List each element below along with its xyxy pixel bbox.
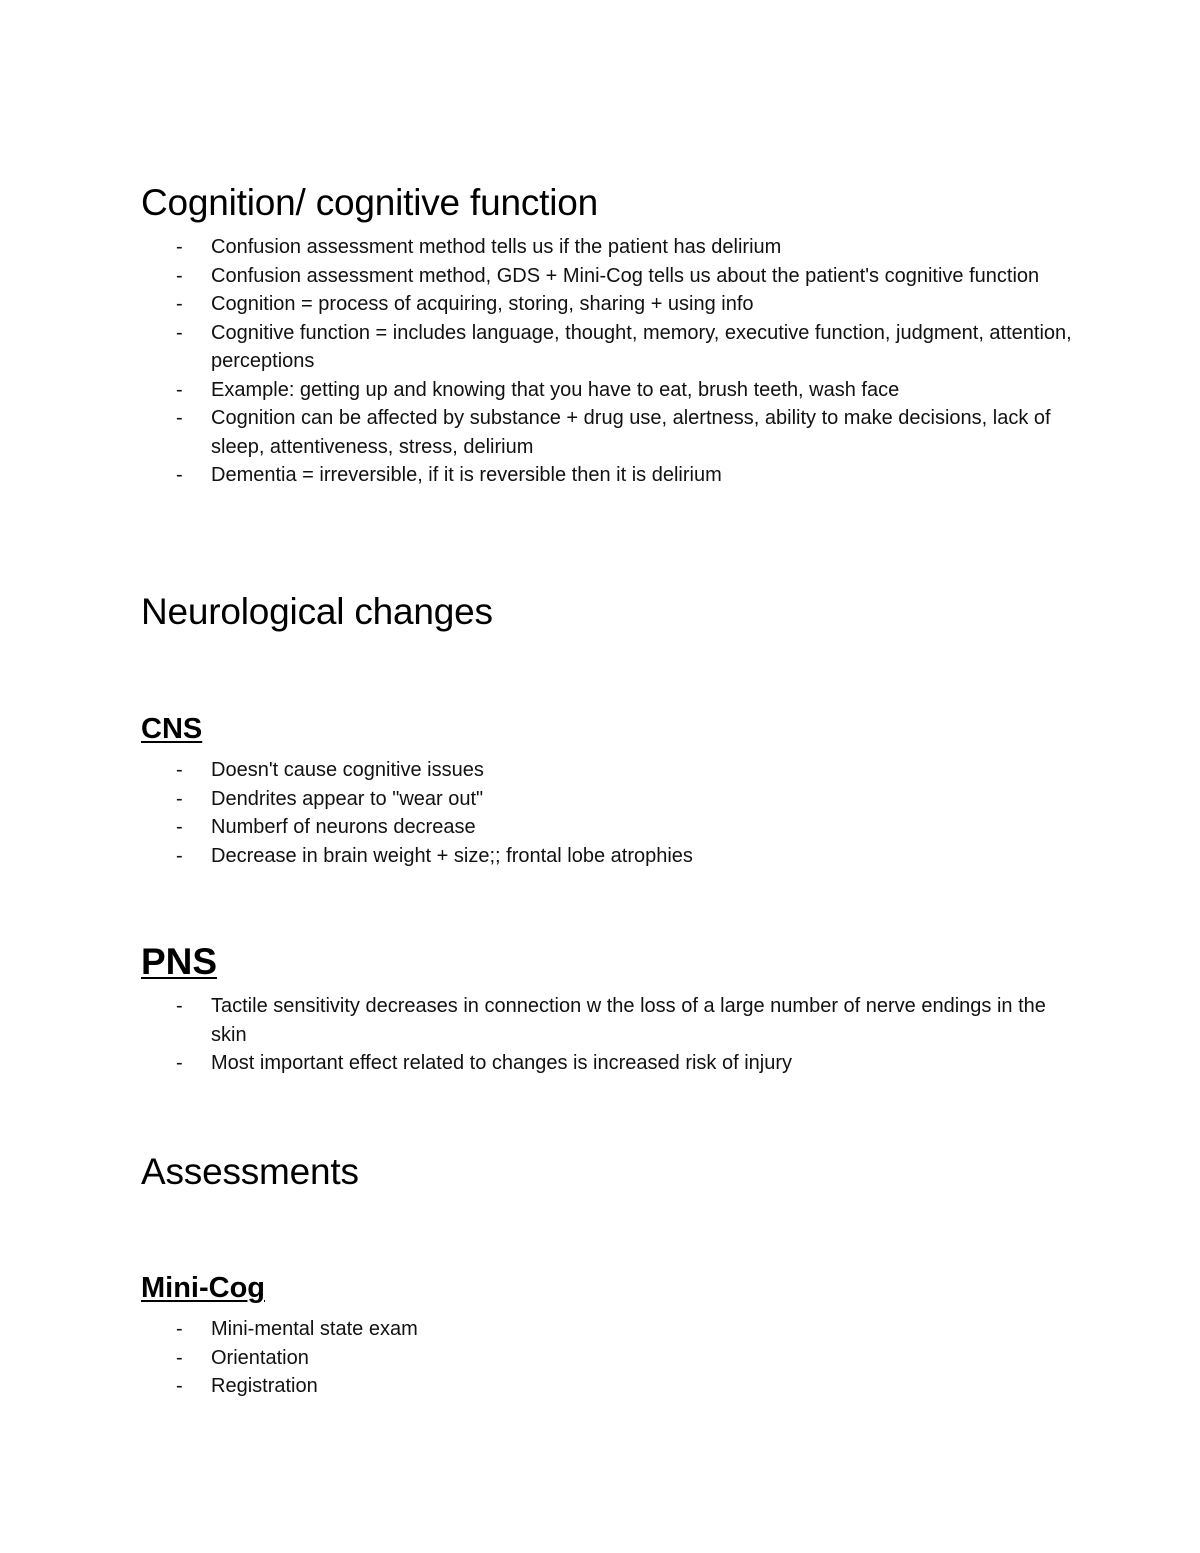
heading-cognition: Cognition/ cognitive function xyxy=(141,182,598,223)
list-item-text: Numberf of neurons decrease xyxy=(211,816,476,838)
list-item-text: Orientation xyxy=(211,1346,309,1369)
list-item xyxy=(141,1049,1081,1078)
section-neurological xyxy=(141,590,1081,634)
section-cognition xyxy=(141,181,1081,490)
list-item xyxy=(141,1315,1081,1344)
list-item-text: Example: getting up and knowing that you have to eat, brush teeth, wash face xyxy=(211,378,900,401)
bullet-dash: - xyxy=(176,816,183,838)
bullet-dash: - xyxy=(176,995,183,1017)
heading-minicog: Mini-Cog xyxy=(141,1272,266,1304)
list-item-text: Confusion assessment method tells us if the patient has delirium xyxy=(211,236,782,258)
section-pns xyxy=(141,940,1081,1078)
list-item-text: Cognitive function = includes language, thought, memory, executive function, judgment, attention, perceptions xyxy=(211,321,1072,372)
list-item xyxy=(141,233,1081,262)
list-item-text: Cognition = process of acquiring, storing, sharing + using info xyxy=(211,293,754,315)
list-item-text: Registration xyxy=(211,1375,318,1397)
list-cognition xyxy=(141,233,1081,490)
list-item-text: Doesn't cause cognitive issues xyxy=(211,759,484,781)
bullet-dash: - xyxy=(176,464,183,486)
list-item xyxy=(141,992,1081,1049)
bullet-dash: - xyxy=(176,1346,183,1369)
bullet-dash: - xyxy=(176,378,183,401)
bullet-dash: - xyxy=(176,844,183,867)
list-item xyxy=(141,785,1081,814)
list-minicog xyxy=(141,1315,1081,1401)
heading-cns: CNS xyxy=(141,713,203,745)
list-item xyxy=(141,319,1081,376)
list-item xyxy=(141,376,1081,405)
list-item xyxy=(141,1344,1081,1373)
list-item xyxy=(141,404,1081,461)
bullet-dash: - xyxy=(176,1318,183,1340)
list-item-text: Confusion assessment method, GDS + Mini-Cog tells us about the patient's cognitive function xyxy=(211,264,1040,287)
list-item xyxy=(141,290,1081,319)
section-assessments xyxy=(141,1150,1081,1194)
list-item-text: Tactile sensitivity decreases in connection w the loss of a large number of nerve endings in the skin xyxy=(211,995,1046,1046)
list-item xyxy=(141,461,1081,490)
list-item xyxy=(141,813,1081,842)
section-cns xyxy=(141,711,1081,870)
bullet-dash: - xyxy=(176,1052,183,1074)
bullet-dash: - xyxy=(176,293,183,315)
bullet-dash: - xyxy=(176,236,183,258)
bullet-dash: - xyxy=(176,407,183,429)
list-item-text: Decrease in brain weight + size;; frontal lobe atrophies xyxy=(211,844,693,867)
list-item xyxy=(141,756,1081,785)
section-minicog xyxy=(141,1270,1081,1401)
bullet-dash: - xyxy=(176,759,183,781)
list-item-text: Most important effect related to changes is increased risk of injury xyxy=(211,1052,793,1074)
list-item-text: Dendrites appear to "wear out" xyxy=(211,787,484,810)
heading-assessments: Assessments xyxy=(141,1151,359,1192)
heading-pns: PNS xyxy=(141,941,218,982)
list-item xyxy=(141,842,1081,871)
bullet-dash: - xyxy=(176,321,183,344)
bullet-dash: - xyxy=(176,787,183,810)
list-item xyxy=(141,1372,1081,1401)
list-item xyxy=(141,262,1081,291)
bullet-dash: - xyxy=(176,264,183,287)
bullet-dash: - xyxy=(176,1375,183,1397)
list-pns xyxy=(141,992,1081,1078)
heading-neurological: Neurological changes xyxy=(141,591,493,632)
list-item-text: Dementia = irreversible, if it is reversible then it is delirium xyxy=(211,464,722,486)
list-cns xyxy=(141,756,1081,870)
list-item-text: Cognition can be affected by substance + drug use, alertness, ability to make decisions, lack of sleep, attentiveness, stress, delirium xyxy=(211,407,1051,458)
list-item-text: Mini-mental state exam xyxy=(211,1318,418,1340)
